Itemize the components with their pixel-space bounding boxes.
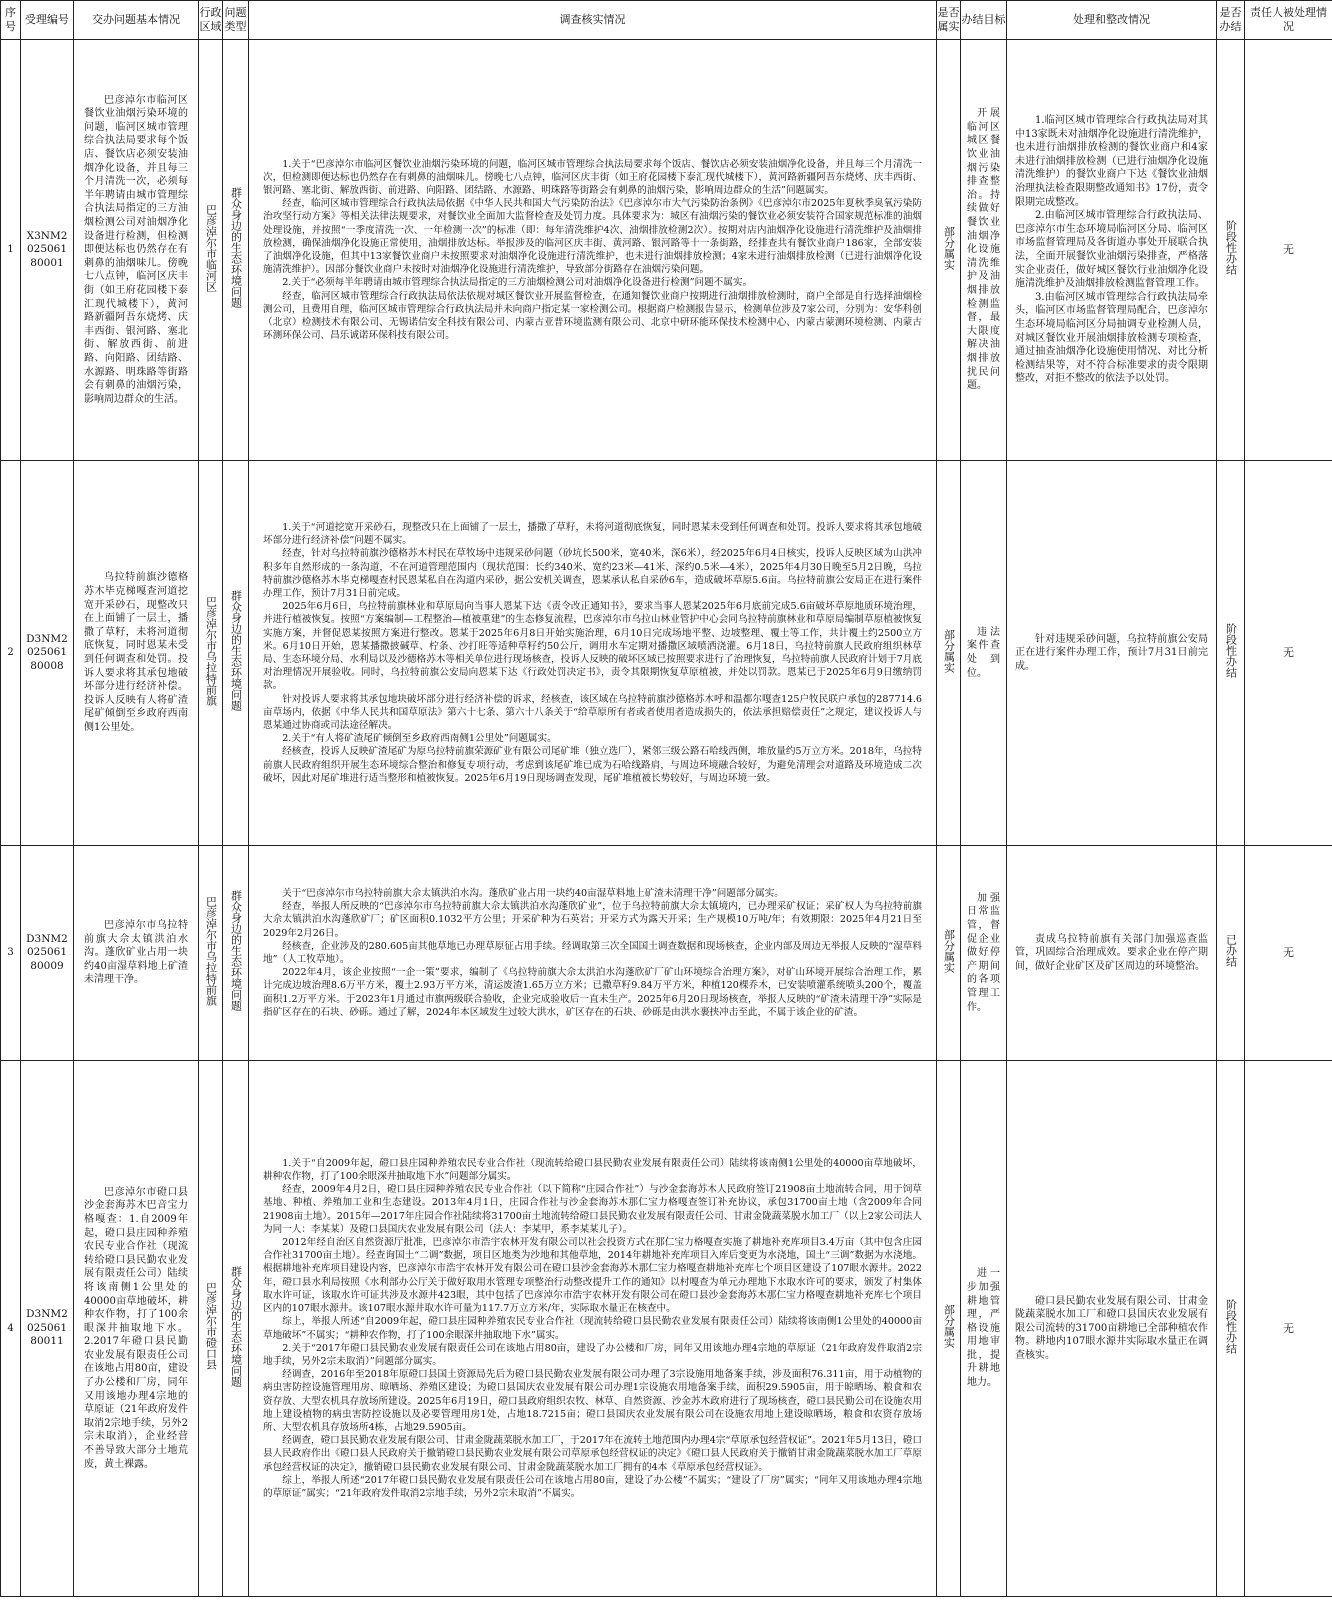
table-row bbox=[1, 846, 1332, 1061]
seq-cell: 4 bbox=[1, 1061, 21, 1597]
investigation-cell bbox=[249, 40, 937, 461]
rectification-paragraph: 磴口县民勤农业发展有限公司、甘肃金陇蔬菜脱水加工厂和磴口县国庆农业发展有限公司流转的31700亩耕地已全部种植农作物。耕地内107眼水源井实际取水量正在调查核实。 bbox=[1015, 1295, 1208, 1361]
investigation-paragraph: 针对投诉人要求将其承包地块破坏部分进行经济补偿的诉求，经核查，该区域在乌拉特前旗沙德格苏木呼和温都尔嘎查125户牧民联户承包的287714.6亩草场内，依据《中华人民共和国草原法》第六十七条、第六十八条关于“给草原所有者或者使用者造成损失的，依法承担赔偿责任”之规定，建议投诉人与恩某通过协商或司法途径解决。 bbox=[263, 693, 922, 732]
goal-text: 加强日常监管，督促企业做好停产期间的各项管理工作。 bbox=[967, 892, 1000, 1013]
investigation-paragraph: 2012年经自治区自然资源厅批准，巴彦淖尔市浩宇农林开发有限公司以社会投资方式在那仁宝力格嘎查实施了耕地补充库项目3.4万亩（其中包含庄园合作社31700亩土地）。经查询国土“二调”数据，项目区地类为沙地和其他草地，2014年耕地补充库项目入库后变更为水浇地，国土“三调”数据为水浇地。根据耕地补充库项目建设内容，巴彦淖尔市浩宇农林开发有限公司在磴口县沙金套海苏木那仁宝力格嘎查耕地补充库七个项目区建设了107眼水源井。2022年，磴口县水利局按照《水利部办公厅关于做好取用水管理专项整治行动整改提升工作的通知》以村嘎查为单元办理地下水取水许可的要求，颁发了村集体取水许可证，该取水许可证共涉及水源井423眼，其中包括了巴彦淖尔市浩宇农林开发有限公司在磴口县沙金套海苏木那仁宝力格嘎查耕地补充库七个项目区内的107眼水源井。该107眼水源井取水许可量为117.7万立方米/年，实际取水量正在核查中。 bbox=[263, 1237, 922, 1315]
investigation-paragraph: 1.关于“巴彦淖尔市临河区餐饮业油烟污染环境的问题，临河区城市管理综合执法局要求每个饭店、餐饮店必须安装油烟净化设备，并且每三个月清洗一次，但检测即便达标也仍然存在有刺鼻的油烟味儿。傍晚七八点钟，临河区庆丰街（如王府花园楼下泰汇现代城楼下），黄河路新疆阿吾东烧烤、庆丰西街、银河路、塞北街、解放西街、前进路、向阳路、团结路、水源路、明珠路等街路会有刺鼻的油烟污染，影响周边群众的生活”问题属实。 bbox=[263, 158, 922, 196]
investigation-paragraph: 经查，2009年4月2日，磴口县庄园种养殖农民专业合作社（以下简称“庄园合作社”）与沙金套海苏木人民政府签订21908亩土地流转合同，用于饲草基地、种植、养殖加工业和生态建设。2013年4月1日，庄园合作社与沙金套海苏木那仁宝力格嘎查签订补充协议，承包31700亩土地（含2009年合同21908亩土地）。2015年—2017年庄园合作社陆续将31700亩土地流转给磴口县民勤农业发展有限责任公司、甘肃金陇蔬菜脱水加工厂（以上2家公司法人为同一人：李某某）及磴口县国庆农业发展有限公司（法人：李某甲，系李某某儿子）。 bbox=[263, 1184, 922, 1235]
accountable-cell: 无 bbox=[1245, 846, 1332, 1061]
rectification-cell bbox=[1007, 846, 1217, 1061]
rectification-cell bbox=[1007, 461, 1217, 846]
complaint-cell bbox=[74, 846, 199, 1061]
goal-cell bbox=[961, 1061, 1007, 1597]
is-true-cell bbox=[937, 461, 961, 846]
rectification-paragraph: 责成乌拉特前旗有关部门加强巡查监管，巩固综合治理成效。要求企业在停产期间，做好企业矿区及矿区周边的环境整治。 bbox=[1015, 933, 1208, 972]
is-true-text: 部分属实 bbox=[942, 1304, 956, 1349]
region-text: 巴彦淖尔市临河区 bbox=[204, 203, 218, 292]
is-true-cell bbox=[937, 40, 961, 461]
done-text: 阶段性办结 bbox=[1224, 220, 1238, 276]
type-cell bbox=[223, 846, 249, 1061]
complaint-cell bbox=[74, 461, 199, 846]
code-cell: D3NM202506180008 bbox=[21, 461, 74, 846]
goal-text: 开展临河区城区餐饮业油烟污染排查整治。持续做好餐饮业油烟净化设施清洗维护及油烟排放检测监督，最大限度解决油烟排放扰民问题。 bbox=[967, 108, 1000, 392]
type-cell bbox=[223, 40, 249, 461]
investigation-cell bbox=[249, 846, 937, 1061]
table-row bbox=[1, 40, 1332, 461]
header-is-true: 是否属实 bbox=[937, 1, 961, 40]
table-row bbox=[1, 461, 1332, 846]
investigation-paragraph: 2025年6月6日，乌拉特前旗林业和草原局向当事人恩某下达《责令改正通知书》，要求当事人恩某2025年6月底前完成5.6亩破坏草原地质环境治理，并进行植被恢复。按照“方案编制—工程整治—植被重建”的生态修复流程，巴彦淖尔市乌拉山林业管护中心会同乌拉特前旗林业和草原局编制草原植被恢复实施方案，并督促恩某按照方案进行整改。恩某于2025年6月8日开始实施治理，6月10日完成场地平整、边坡整理、覆土等工作，共计覆土约2500立方米。6月10日开始，恩某播撒披碱草、柠条、沙打旺等适种草籽约50公斤，调用水车定期对播撒区域喷洒浇灌。6月18日，乌拉特前旗人民政府组织林草局、生态环境分局、水利局以及沙德格苏木等相关单位进行现场核查，投诉人反映的破坏区域已按照要求进行了治理恢复，乌拉特前旗人民政府计划于7月底对治理情况开展验收。同时，乌拉特前旗公安局向恩某下达《行政处罚决定书》，责令其限期恢复草原植被，并处以罚款。恩某已于2025年6月9日缴纳罚款。 bbox=[263, 601, 922, 692]
investigation-paragraph: 经核查，投诉人反映矿渣尾矿为原乌拉特前旗荣源矿业有限公司尾矿堆（独立选厂），紧邻三级公路石哈线西侧，堆放量约5万立方米。2018年，乌拉特前旗人民政府组织开展生态环境综合整治和修复专项行动，考虑到该尾矿堆已成为石哈线路肩，与周边环境融合较好，为避免清理会对道路及环境造成二次破坏，因此对尾矿堆进行适当整形和植被恢复。2025年6月19日现场调查发现，尾矿堆植被长势较好，与周边环境一致。 bbox=[263, 746, 922, 784]
accountable-cell: 无 bbox=[1245, 461, 1332, 846]
rectification-paragraph: 针对违规采砂问题，乌拉特前旗公安局正在进行案件办理工作，预计7月31日前完成。 bbox=[1015, 633, 1208, 672]
header-investigation: 调查核实情况 bbox=[249, 1, 937, 40]
seq-cell: 1 bbox=[1, 40, 21, 461]
header-complaint: 交办问题基本情况 bbox=[74, 1, 199, 40]
investigation-paragraph: 2.关于“必须每半年聘请由城市管理综合执法局指定的三方油烟检测公司对油烟净化设备进行检测”问题不属实。 bbox=[282, 277, 753, 289]
seq-cell: 3 bbox=[1, 846, 21, 1061]
rectification-paragraph: 1.临河区城市管理综合行政执法局对其中13家既未对油烟净化设施进行清洗维护，也未进行油烟排放检测的餐饮业商户和4家未进行油烟排放检测（已进行油烟净化设施清洗维护）的餐饮业商户下达《餐饮业油烟治理执法检查限期整改通知书》17份，责令限期完成整改。 bbox=[1015, 115, 1208, 208]
complaint-cell bbox=[74, 40, 199, 461]
goal-text: 进一步加强耕地管理，严格设施用地审批，提升耕地地力。 bbox=[967, 1268, 1000, 1389]
region-cell bbox=[199, 846, 223, 1061]
complaint-text: 巴彦淖尔市乌拉特前旗大佘太镇洪泊水沟。蓬欣矿业占用一块约40亩湿草料地上矿渣未清理干净。 bbox=[84, 920, 188, 986]
goal-text: 违法案件查处到位。 bbox=[967, 626, 1000, 679]
code-cell: D3NM202506180011 bbox=[21, 1061, 74, 1597]
goal-cell bbox=[961, 846, 1007, 1061]
is-true-text: 部分属实 bbox=[942, 628, 956, 673]
type-cell bbox=[223, 1061, 249, 1597]
done-cell bbox=[1217, 846, 1245, 1061]
goal-cell bbox=[961, 40, 1007, 461]
header-region: 行政区域 bbox=[199, 1, 223, 40]
done-text: 阶段性办结 bbox=[1224, 623, 1238, 679]
type-text: 群众身边的生态环境问题 bbox=[229, 1265, 243, 1387]
done-cell bbox=[1217, 1061, 1245, 1597]
rectification-cell bbox=[1007, 40, 1217, 461]
investigation-paragraph: 2022年4月，该企业按照“一企一策”要求，编制了《乌拉特前旗大佘太洪泊水沟蓬欣矿厂矿山环境综合治理方案》，对矿山环境开展综合治理工作，累计完成边坡治理8.6万平方米，覆土2.93万平方米，清运废渣1.65万立方米；已撒草籽9.84万平方米，种植120棵乔木，已安装喷灌系统喷头200个，覆盖面积1.2万平方米。于2023年1月通过市旗两级联合验收，企业完成验收后一直未生产。2025年6月20日现场核查，举报人反映的“矿渣未清理干净”实际是指矿区存在的石块、砂砾。通过了解，2024年本区域发生过较大洪水，矿区存在的石块、砂砾是由洪水裹挟冲击至此，不属于该企业的矿渣。 bbox=[263, 967, 922, 1018]
rectification-paragraph: 3.由临河区城市管理综合行政执法局牵头，临河区市场监督管理局配合，巴彦淖尔生态环境局临河区分局抽调专业检测人员，对城区餐饮业开展油烟排放检测专项检查，通过抽查油烟净化设施使用情况、对比分析检测结果等，对不符合标准要求的责令限期整改，对拒不整改的依法予以处罚。 bbox=[1015, 291, 1208, 385]
investigation-paragraph: 经查，临河区城市管理综合行政执法局依法依规对城区餐饮业开展监督检查，在通知餐饮业商户按期进行油烟排放检测时，商户全部是自行选择油烟检测公司，且费用自理，临河区城市管理综合行政执法局并未向商户指定某一家检测公司。根据商户检测报告显示，检测单位涉及7家公司，分别为：安华科创（北京）检测技术有限公司、无锡诺信安全科技有限公司、内蒙古亚普环境监测有限公司、北京中研环能环保技术检测中心、内蒙古蒙测环境检测、内蒙古环测环保公司、昌乐诚诺环保科技有限公司。 bbox=[263, 290, 922, 342]
rectification-cell bbox=[1007, 1061, 1217, 1597]
rectification-paragraph: 2.由临河区城市管理综合行政执法局、巴彦淖尔市生态环境局临河区分局、临河区市场监督管理局及各街道办事处开展联合执法，全面开展餐饮业油烟污染排查，严格落实企业责任，做好城区餐饮行业油烟净化设施清洗维护及油烟排放检测监督管理工作。 bbox=[1015, 210, 1208, 290]
region-text: 巴彦淖尔市乌拉特前旗 bbox=[204, 895, 218, 1006]
accountable-cell: 无 bbox=[1245, 1061, 1332, 1597]
complaint-text: 巴彦淖尔市临河区餐饮业油烟污染环境的问题，临河区城市管理综合执法局要求每个饭店、餐饮店必须安装油烟净化设备，并且每三个月清洗一次，必须每半年聘请由城市管理综合执法局指定的三方油烟检测公司对油烟净化设备进行检测，但检测即便达标也仍然存在有刺鼻的油烟味儿。傍晚七八点钟，临河区庆丰街（如王府花园楼下泰汇现代城楼下），黄河路新疆阿吾东烧烤、庆丰西街、银河路、塞北街、解放西街、前进路、向阳路、团结路、水源路、明珠路等街路会有刺鼻的油烟污染，影响周边群众的生活。 bbox=[84, 94, 188, 405]
investigation-paragraph: 经核查，企业涉及的280.605亩其他草地已办理草原征占用手续。经调取第三次全国国土调查数据和现场核查，企业内部及周边无举报人反映的“湿草料地”（人工牧草地）。 bbox=[263, 940, 922, 965]
done-text: 阶段性办结 bbox=[1224, 1298, 1238, 1354]
region-cell bbox=[199, 1061, 223, 1597]
seq-cell: 2 bbox=[1, 461, 21, 846]
header-done: 是否办结 bbox=[1217, 1, 1245, 40]
header-accountable: 责任人被处理情况 bbox=[1245, 1, 1332, 40]
investigation-paragraph: 经调查，2016年至2018年原磴口县国土资源局先后为磴口县民勤农业发展有限公司办理了3宗设施用地备案手续，涉及面积76.311亩，用于动植物的病虫害防控设施管理用房、晾晒场、养殖区建设；为磴口县国庆农业发展有限公司办理1宗设施农用地备案手续，面积29.5905亩，用于晾晒场、粮食和农资存放、大型农机具存放场所建设。2025年6月19日，磴口县政府组织农牧、林草、自然资源、沙金苏木政府进行了现场核查，磴口县民勤公司在设施农用地上建设植物的病虫害防控设施以及必要管理用房1处，占地18.7215亩；磴口县国庆农业发展有限公司在设施农用地上建设晾晒场，粮食和农资存放场所、大型农机具存放场所4栋，占地29.5905亩。 bbox=[263, 1369, 922, 1433]
accountable-cell: 无 bbox=[1245, 40, 1332, 461]
is-true-text: 部分属实 bbox=[942, 225, 956, 270]
type-text: 群众身边的生态环境问题 bbox=[229, 590, 243, 712]
done-text: 已办结 bbox=[1224, 934, 1238, 968]
investigation-paragraph: 1.关于“自2009年起，磴口县庄园种养殖农民专业合作社（现流转给磴口县民勤农业发展有限责任公司）陆续将该南侧1公里处的40000亩草地破坏，耕种农作物，打了100余眼深井抽取地下水”问题部分属实。 bbox=[263, 1157, 922, 1183]
region-text: 巴彦淖尔市乌拉特前旗 bbox=[204, 595, 218, 706]
investigation-paragraph: 经查，举报人所反映的“巴彦淖尔市乌拉特前旗大佘太镇洪泊水沟蓬欣矿业”，位于乌拉特前旗大佘太镇境内，已办理采矿权证；采矿权人为乌拉特前旗大佘太镇洪泊水沟蓬欣矿厂；矿区面积0.1032平方公里；开采矿种为石英岩；开采方式为露天开采；生产规模10万吨/年；有效期限：2025年4月21日至2029年2月26日。 bbox=[263, 901, 922, 939]
complaint-text: 巴彦淖尔市磴口县沙金套海苏木巴音宝力格嘎查：1.自2009年起，磴口县庄园种养殖农民专业合作社（现流转给磴口县民勤农业发展有限责任公司）陆续将该南侧1公里处的40000亩草地破坏，耕种农作物，打了100余眼深井抽取地下水。2.2017年磴口县民勤农业发展有限责任公司在该地占用80亩，建设了办公楼和厂房，同年又用该地办理4宗地的草原证（21年政府发件取消2宗地手续，另外2宗未取消），企业经营不善导致大部分土地荒废，黄土裸露。 bbox=[84, 1186, 188, 1470]
investigation-paragraph: 关于“巴彦淖尔市乌拉特前旗大佘太镇洪泊水沟。蓬欣矿业占用一块约40亩湿草料地上矿渣未清理干净”问题部分属实。 bbox=[282, 887, 784, 899]
code-cell: X3NM202506180001 bbox=[21, 40, 74, 461]
investigation-paragraph: 2.关于“2017年磴口县民勤农业发展有限责任公司在该地占用80亩，建设了办公楼和厂房，同年又用该地办理4宗地的草原证（21年政府发件取消2宗地手续，另外2宗未取消）”问题部分属实。 bbox=[263, 1342, 922, 1367]
is-true-text: 部分属实 bbox=[942, 928, 956, 973]
type-cell bbox=[223, 461, 249, 846]
region-text: 巴彦淖尔市磴口县 bbox=[204, 1282, 218, 1371]
header-type: 问题类型 bbox=[223, 1, 249, 40]
header-code: 受理编号 bbox=[21, 1, 74, 40]
is-true-cell bbox=[937, 846, 961, 1061]
investigation-paragraph: 经查，临河区城市管理综合行政执法局依据《中华人民共和国大气污染防治法》《巴彦淖尔市大气污染防治条例》《巴彦淖尔市2025年夏秋季臭氧污染防治攻坚行动方案》等相关法律法规要求，对餐饮业全面加大监督检查及处罚力度。具体要求为：城区有油烟污染的餐饮业必须安装符合国家规范标准的油烟处理设施，并按照“一季度清洗一次、一年检测一次”的标准（即：每年清洗维护4次、油烟排放检测2次）。按期对店内油烟净化设施进行清洗维护及油烟排放检测，确保油烟净化设施正常使用，油烟排放达标。举报涉及的临河区庆丰街、黄河路、银河路等十一条街路，经排查共有餐饮业商户186家，全部安装了油烟净化设施，但其中13家餐饮业商户未按照要求对油烟净化设施进行清洗维护，也未进行油烟排放检测；4家未进行油烟排放检测（已进行油烟净化设施清洗维护）。因部分餐饮业商户未按时对油烟净化设施进行清洗维护，导致部分街路存在油烟污染问题。 bbox=[263, 198, 922, 276]
investigation-paragraph: 经调查，磴口县民勤农业发展有限公司、甘肃金陇蔬菜脱水加工厂，于2017年在流转土地范围内办理4宗“草原承包经营权证”。2021年5月13日，磴口县人民政府作出《磴口县人民政府关于撤销磴口县民勤农业发展有限公司草原承包经营权证的决定》《磴口县人民政府关于撤销甘肃金陇蔬菜脱水加工厂草原承包经营权证的决定》，撤销磴口县民勤农业发展有限公司、甘肃金陇蔬菜脱水加工厂拥有的4本《草原承包经营权证》。 bbox=[263, 1435, 922, 1473]
investigation-paragraph: 2.关于“有人将矿渣尾矿倾倒至乡政府西南侧1公里处”问题属实。 bbox=[282, 733, 557, 745]
investigation-paragraph: 综上，举报人所述“2017年磴口县民勤农业发展有限责任公司在该地占用80亩，建设了办公楼”不属实；“建设了厂房”属实；“同年又用该地办理4宗地的草原证”属实；“21年政府发件取消2宗地手续，另外2宗未取消”不属实。 bbox=[263, 1474, 922, 1499]
investigation-cell bbox=[249, 1061, 937, 1597]
done-cell bbox=[1217, 40, 1245, 461]
investigation-paragraph: 1.关于“河道挖宽开采砂石，现整改只在上面铺了一层土，播撒了草籽，未将河道彻底恢复，同时恩某未受到任何调查和处罚。投诉人要求将其承包地破坏部分进行经济补偿”问题不属实。 bbox=[263, 521, 922, 547]
header-row bbox=[1, 1, 1332, 40]
header-rectification: 处理和整改情况 bbox=[1007, 1, 1217, 40]
investigation-paragraph: 经查，针对乌拉特前旗沙德格苏木村民在草牧场中违规采砂问题（砂坑长500米，宽40米，深6米），经2025年6月4日核实，投诉人反映区域为山洪冲积多年自然形成的一条沟道，不在河道管理范围内（现状范围：长约340米、宽约23米—41米、深约0.5米—4米），2025年4月30日晚至5月2日晚，乌拉特前旗沙德格苏木毕克梯嘎查村民恩某私自在沟道内采砂，据公安机关调查，恩某承认私自采砂6车，造成破坏草原5.6亩。乌拉特前旗公安局正在进行案件办理工作，预计7月31日前完成。 bbox=[263, 548, 922, 599]
type-text: 群众身边的生态环境问题 bbox=[229, 890, 243, 1012]
done-cell bbox=[1217, 461, 1245, 846]
region-cell bbox=[199, 40, 223, 461]
code-cell: D3NM202506180009 bbox=[21, 846, 74, 1061]
header-goal: 办结目标 bbox=[961, 1, 1007, 40]
is-true-cell bbox=[937, 1061, 961, 1597]
investigation-paragraph: 综上，举报人所述“自2009年起，磴口县庄园种养殖农民专业合作社（现流转给磴口县民勤农业发展有限责任公司）陆续将该南侧1公里处的40000亩草地破坏”不属实；“耕种农作物，打了100余眼深井抽取地下水”属实。 bbox=[263, 1316, 922, 1341]
goal-cell bbox=[961, 461, 1007, 846]
header-seq: 序号 bbox=[1, 1, 21, 40]
type-text: 群众身边的生态环境问题 bbox=[229, 187, 243, 309]
complaint-cell bbox=[74, 1061, 199, 1597]
investigation-cell bbox=[249, 461, 937, 846]
complaint-text: 乌拉特前旗沙德格苏木毕克梯嘎查河道挖宽开采砂石，现整改只在上面铺了一层土，播撒了草籽，未将河道彻底恢复，同时恩某未受到任何调查和处罚。投诉人要求将其承包地破坏部分进行经济补偿。投诉人反映有人将矿渣尾矿倾倒至乡政府西南侧1公里处。 bbox=[84, 572, 188, 733]
region-cell bbox=[199, 461, 223, 846]
table-row bbox=[1, 1061, 1332, 1597]
